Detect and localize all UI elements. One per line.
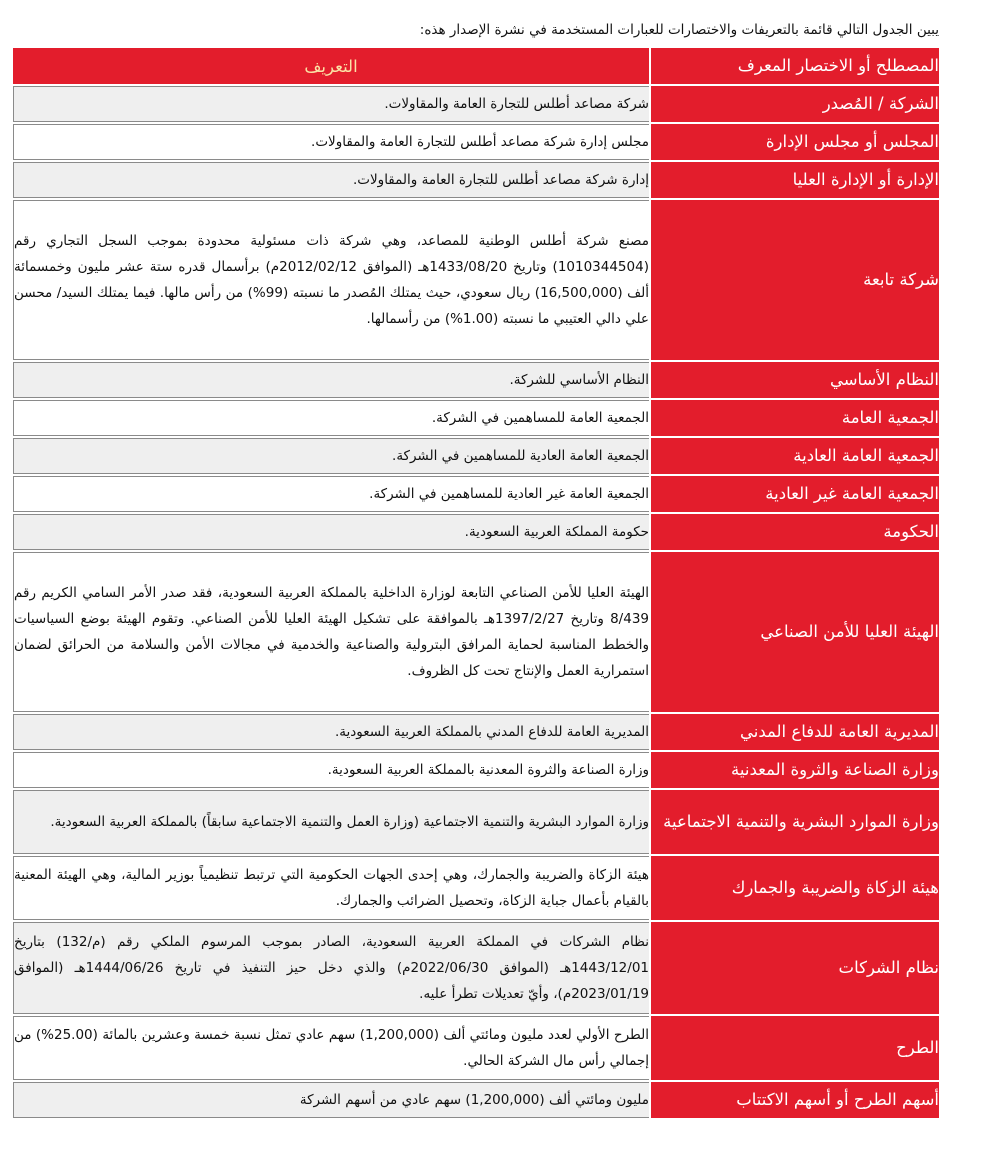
definition-cell: مجلس إدارة شركة مصاعد أطلس للتجارة العامة والمقاولات. — [13, 124, 649, 160]
definition-cell: إدارة شركة مصاعد أطلس للتجارة العامة والمقاولات. — [13, 162, 649, 198]
term-cell: النظام الأساسي — [649, 362, 939, 398]
term-cell: أسهم الطرح أو أسهم الاكتتاب — [649, 1082, 939, 1118]
term-column-header: المصطلح أو الاختصار المعرف — [649, 48, 939, 84]
definition-cell: الطرح الأولي لعدد مليون ومائتي ألف (1,200,000) سهم عادي تمثل نسبة خمسة وعشرين بالمائة (25.00%) من إجمالي رأس مال الشركة الحالي. — [13, 1016, 649, 1080]
definition-cell: وزارة الصناعة والثروة المعدنية بالمملكة العربية السعودية. — [13, 752, 649, 788]
document-page — [13, 16, 939, 1120]
definition-cell: الجمعية العامة غير العادية للمساهمين في الشركة. — [13, 476, 649, 512]
definition-cell: مصنع شركة أطلس الوطنية للمصاعد، وهي شركة ذات مسئولية محدودة بموجب السجل التجاري رقم (1010344504) وتاريخ 1433/08/20هـ (الموافق 2012/02/12م) برأسمال قدره ستة عشر مليون وخمسمائة ألف (16,500,000) ريال سعودي، حيث يمتلك المُصدر ما نسبته (99%) من رأس مالها. فيما يمتلك السيد/ محسن علي دالي العتيبي ما نسبته (1.00%) من رأسمالها. — [13, 200, 649, 360]
table-row — [13, 162, 939, 198]
intro-text: يبين الجدول التالي قائمة بالتعريفات والاختصارات للعبارات المستخدمة في نشرة الإصدار هذه: — [419, 22, 939, 38]
table-row — [13, 752, 939, 788]
term-cell: شركة تابعة — [649, 200, 939, 360]
table-row — [13, 400, 939, 436]
table-row — [13, 790, 939, 854]
definition-cell: وزارة الموارد البشرية والتنمية الاجتماعية (وزارة العمل والتنمية الاجتماعية سابقاً) بالمملكة العربية السعودية. — [13, 790, 649, 854]
term-cell: وزارة الموارد البشرية والتنمية الاجتماعية — [649, 790, 939, 854]
table-row — [13, 552, 939, 712]
table-row — [13, 362, 939, 398]
table-row — [13, 86, 939, 122]
term-cell: الجمعية العامة العادية — [649, 438, 939, 474]
term-cell: الطرح — [649, 1016, 939, 1080]
term-cell: المديرية العامة للدفاع المدني — [649, 714, 939, 750]
definition-cell: مليون ومائتي ألف (1,200,000) سهم عادي من أسهم الشركة — [13, 1082, 649, 1118]
term-cell: المجلس أو مجلس الإدارة — [649, 124, 939, 160]
definition-cell: الهيئة العليا للأمن الصناعي التابعة لوزارة الداخلية بالمملكة العربية السعودية، فقد صدر الأمر السامي الكريم رقم 8/439 وتاريخ 1397/2/27هـ بالموافقة على تشكيل الهيئة العليا للأمن الصناعي. وتقوم الهيئة بوضع السياسيات والخطط المناسبة لحماية المرافق البترولية والصناعية والخدمية في مجالات الأمن والسلامة من الحرائق لضمان استمرارية العمل والإنتاج تحت كل الظروف. — [13, 552, 649, 712]
term-cell: الهيئة العليا للأمن الصناعي — [649, 552, 939, 712]
term-cell: الجمعية العامة غير العادية — [649, 476, 939, 512]
table-row — [13, 1016, 939, 1080]
table-row — [13, 1082, 939, 1118]
table-row — [13, 438, 939, 474]
table-header-row — [13, 48, 939, 84]
definition-cell: الجمعية العامة للمساهمين في الشركة. — [13, 400, 649, 436]
definition-cell: شركة مصاعد أطلس للتجارة العامة والمقاولات. — [13, 86, 649, 122]
term-cell: هيئة الزكاة والضريبة والجمارك — [649, 856, 939, 920]
table-row — [13, 922, 939, 1014]
definition-cell: نظام الشركات في المملكة العربية السعودية، الصادر بموجب المرسوم الملكي رقم (م/132) بتاريخ 1443/12/01هـ (الموافق 2022/06/30م) والذي دخل حيز التنفيذ في تاريخ 1444/06/26هـ (الموافق 2023/01/19م)، وأيّ تعديلات تطرأ عليه. — [13, 922, 649, 1014]
term-cell: الإدارة أو الإدارة العليا — [649, 162, 939, 198]
table-row — [13, 714, 939, 750]
definition-cell: المديرية العامة للدفاع المدني بالمملكة العربية السعودية. — [13, 714, 649, 750]
table-row — [13, 124, 939, 160]
table-row — [13, 856, 939, 920]
definition-cell: حكومة المملكة العربية السعودية. — [13, 514, 649, 550]
term-cell: الشركة / المُصدر — [649, 86, 939, 122]
definition-cell: النظام الأساسي للشركة. — [13, 362, 649, 398]
term-cell: وزارة الصناعة والثروة المعدنية — [649, 752, 939, 788]
table-row — [13, 200, 939, 360]
term-cell: الحكومة — [649, 514, 939, 550]
term-cell: نظام الشركات — [649, 922, 939, 1014]
definition-cell: الجمعية العامة العادية للمساهمين في الشركة. — [13, 438, 649, 474]
definition-column-header: التعريف — [13, 48, 649, 84]
definition-cell: هيئة الزكاة والضريبة والجمارك، وهي إحدى الجهات الحكومية التي ترتبط تنظيمياً بوزير المالية، وهي الهيئة المعنية بالقيام بأعمال جباية الزكاة، وتحصيل الضرائب والجمارك. — [13, 856, 649, 920]
table-row — [13, 476, 939, 512]
table-row — [13, 514, 939, 550]
definitions-table — [13, 46, 939, 1120]
term-cell: الجمعية العامة — [649, 400, 939, 436]
